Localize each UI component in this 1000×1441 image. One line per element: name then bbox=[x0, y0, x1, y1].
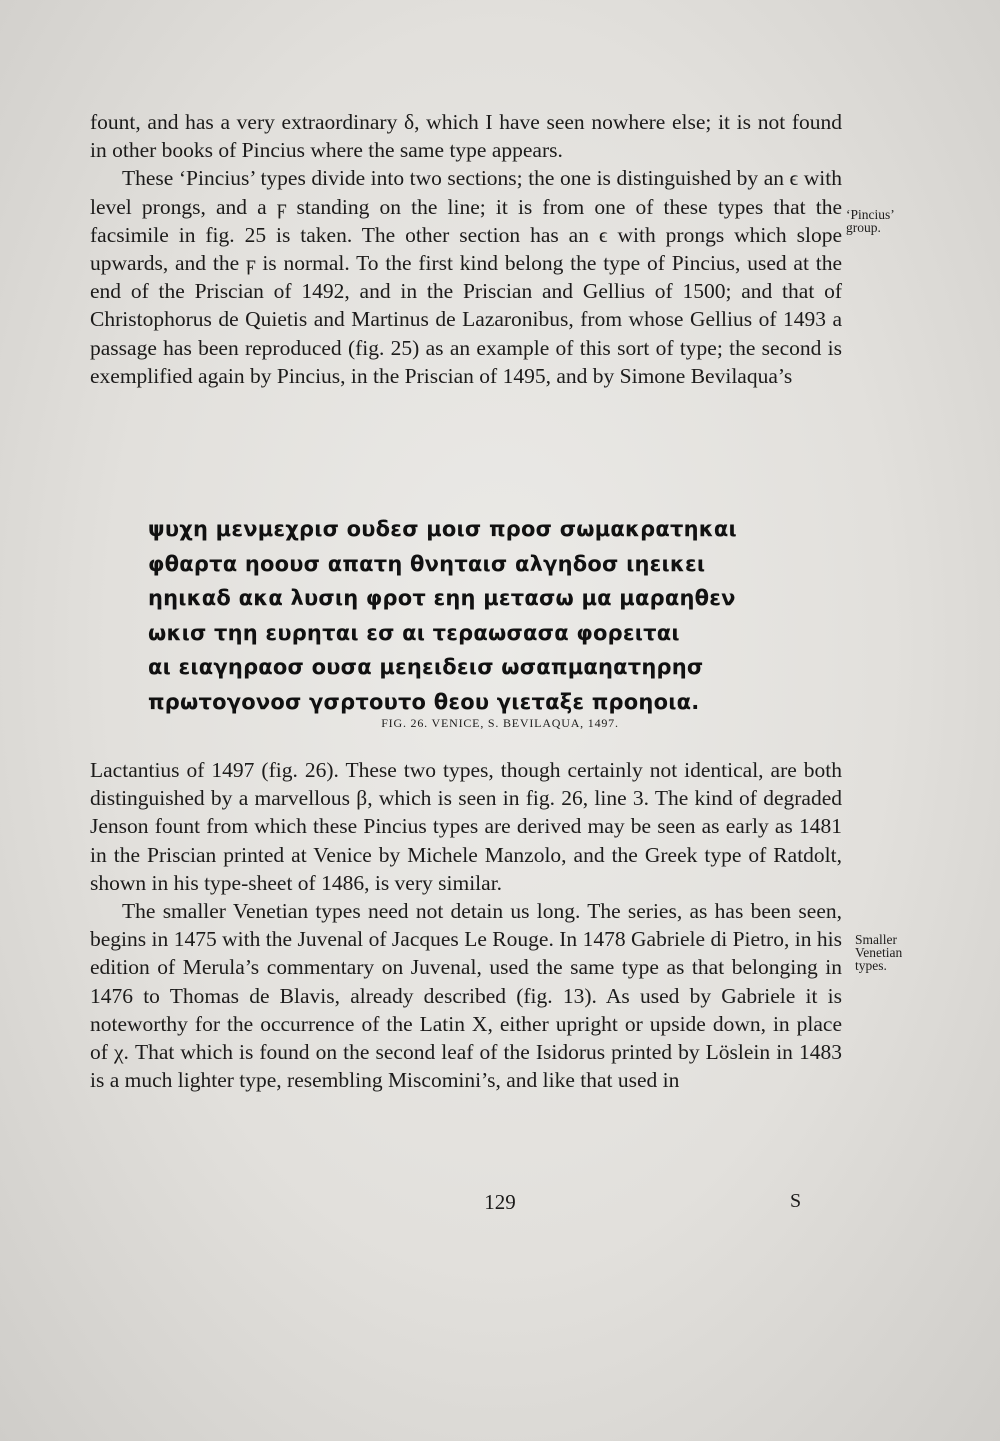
greek-line-5: αι ειαγηραοσ ουσα μεηειδεισ ωσαπμαηατηρησ bbox=[148, 655, 704, 679]
paragraph-fount: fount, and has a very extraordinary δ, which I have seen nowhere else; it is not found in other books of Pincius where the same type appears. bbox=[90, 110, 842, 163]
paragraph-pincius-types: These ‘Pincius’ types divide into two sections; the one is distinguished by an ϵ with level prongs, and a ϝ standing on the line; it is from one of these types that the facsimile in fig. 25 is taken. The other section has an ϵ with prongs which slope upwards, and the ϝ is normal. To the first kind belong the type of Pincius, used at the end of the Priscian of 1492, and in the Priscian and Gellius of 1500; and that of Christophorus de Quietis and Martinus de Lazaronibus, from whose Gellius of 1493 a passage has been reproduced (fig. 25) as an example of this sort of type; the second is exemplified again by Pincius, in the Priscian of 1495, and by Simone Bevilaqua’s bbox=[90, 166, 842, 388]
text-block-upper bbox=[90, 108, 842, 390]
figure-greek-facsimile bbox=[148, 512, 848, 719]
figure-caption: FIG. 26. VENICE, S. BEVILAQUA, 1497. bbox=[381, 716, 619, 730]
margin-note-smaller-venetian: Smaller Venetian types. bbox=[855, 932, 903, 973]
greek-line-4: ωκισ τηη ευρηται εσ αι τεραωσασα φορειται bbox=[148, 620, 680, 645]
greek-line-2: φθαρτα ηοουσ απατη θνηταισ αλγηδοσ ιηεικει bbox=[148, 551, 706, 576]
greek-line-1: ψυχη μενμεχρισ ουδεσ μοισ προσ σωμακρατηκαι bbox=[148, 517, 737, 541]
signature-mark: S bbox=[790, 1190, 802, 1212]
page-number: 129 bbox=[484, 1190, 516, 1214]
paragraph-lactantius: Lactantius of 1497 (fig. 26). These two types, though certainly not identical, are both distinguished by a marvellous β, which is seen in fig. 26, line 3. The kind of degraded Jenson fount from which these Pincius types are derived may be seen as early as 1481 in the Priscian printed at Venice by Michele Manzolo, and the Greek type of Ratdolt, shown in his type-sheet of 1486, is very similar. bbox=[90, 758, 842, 895]
margin-note-pincius-group: ‘Pincius’ group. bbox=[846, 207, 894, 235]
paragraph-smaller-venetian: The smaller Venetian types need not detain us long. The series, as has been seen, begins in 1475 with the Juvenal of Jacques Le Rouge. In 1478 Gabriele di Pietro, in his edition of Merula’s commentary on Juvenal, used the same type as that belonging in 1476 to Thomas de Blavis, already described (fig. 13). As used by Gabriele it is noteworthy for the occurrence of the Latin X, either upright or upside down, in place of χ. That which is found on the second leaf of the Isidorus printed by Löslein in 1483 is a much lighter type, resembling Miscomini’s, and like that used in bbox=[90, 899, 842, 1093]
greek-line-6: πρωτογονοσ γσρτουτο θεου γιεταξε προηοια. bbox=[148, 689, 700, 714]
greek-line-3: ηηικαδ ακα λυσιη φροτ εηη μετασω μα μαραηθεν bbox=[148, 586, 736, 610]
text-block-lower bbox=[90, 756, 842, 1094]
